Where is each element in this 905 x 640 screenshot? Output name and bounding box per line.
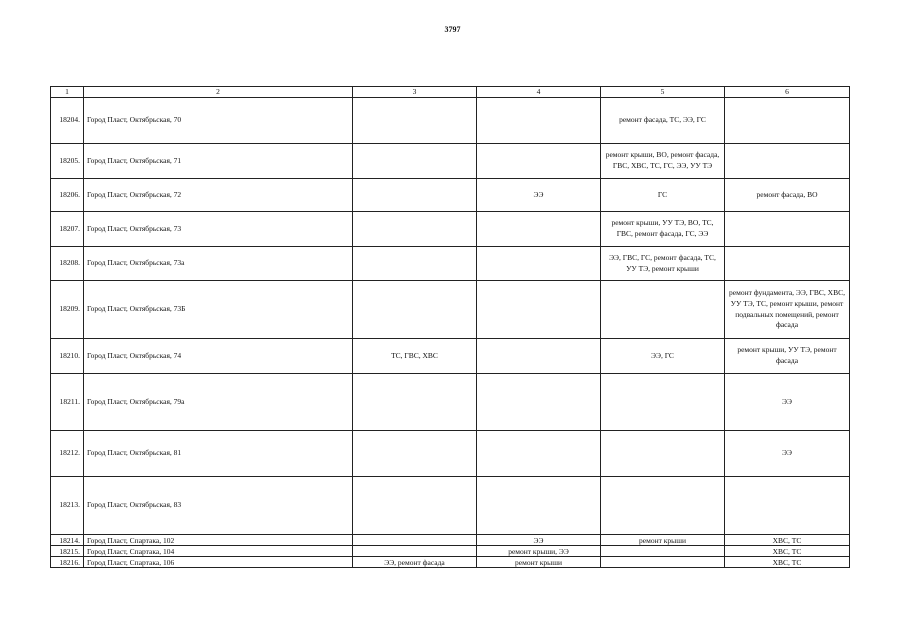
row-number: 18215. <box>51 546 84 557</box>
address-cell: Город Пласт, Октябрьская, 73а <box>84 247 353 281</box>
col3-cell <box>353 247 477 281</box>
col4-cell <box>477 281 601 339</box>
col4-cell: ремонт крыши, ЭЭ <box>477 546 601 557</box>
col5-cell: ГС <box>601 179 725 212</box>
col5-cell: ЭЭ, ГС <box>601 339 725 374</box>
row-number: 18210. <box>51 339 84 374</box>
address-cell: Город Пласт, Октябрьская, 70 <box>84 98 353 144</box>
col6-cell <box>725 98 850 144</box>
row-number: 18207. <box>51 212 84 247</box>
col6-cell: ЭЭ <box>725 374 850 431</box>
col4-cell: ЭЭ <box>477 535 601 546</box>
address-cell: Город Пласт, Спартака, 104 <box>84 546 353 557</box>
row-number: 18209. <box>51 281 84 339</box>
col5-cell: ремонт крыши <box>601 535 725 546</box>
col6-cell: ХВС, ТС <box>725 546 850 557</box>
column-header: 3 <box>353 87 477 98</box>
address-cell: Город Пласт, Спартака, 106 <box>84 557 353 568</box>
column-header: 6 <box>725 87 850 98</box>
col6-cell <box>725 247 850 281</box>
col6-cell: ХВС, ТС <box>725 557 850 568</box>
table-row <box>51 546 850 557</box>
address-cell: Город Пласт, Октябрьская, 73Б <box>84 281 353 339</box>
table-row <box>51 281 850 339</box>
col5-cell <box>601 374 725 431</box>
col3-cell <box>353 98 477 144</box>
col3-cell <box>353 144 477 179</box>
col3-cell <box>353 477 477 535</box>
page-number: 3797 <box>444 25 461 34</box>
col6-cell: ЭЭ <box>725 431 850 477</box>
row-number: 18211. <box>51 374 84 431</box>
table-row <box>51 212 850 247</box>
col4-cell: ЭЭ <box>477 179 601 212</box>
col6-cell: ремонт крыши, УУ ТЭ, ремонт фасада <box>725 339 850 374</box>
table-row <box>51 98 850 144</box>
col4-cell <box>477 247 601 281</box>
col5-cell: ЭЭ, ГВС, ГС, ремонт фасада, ТС, УУ ТЭ, ремонт крыши <box>601 247 725 281</box>
col4-cell <box>477 431 601 477</box>
table-row <box>51 374 850 431</box>
col6-cell <box>725 144 850 179</box>
row-number: 18204. <box>51 98 84 144</box>
col3-cell <box>353 179 477 212</box>
row-number: 18213. <box>51 477 84 535</box>
col4-cell: ремонт крыши <box>477 557 601 568</box>
works-table <box>50 86 850 568</box>
col6-cell: ремонт фасада, ВО <box>725 179 850 212</box>
col3-cell <box>353 374 477 431</box>
col4-cell <box>477 212 601 247</box>
table-row <box>51 339 850 374</box>
address-cell: Город Пласт, Спартака, 102 <box>84 535 353 546</box>
col5-cell <box>601 557 725 568</box>
col3-cell: ТС, ГВС, ХВС <box>353 339 477 374</box>
col4-cell <box>477 339 601 374</box>
col5-cell: ремонт крыши, ВО, ремонт фасада, ГВС, ХВС, ТС, ГС, ЭЭ, УУ ТЭ <box>601 144 725 179</box>
col5-cell <box>601 281 725 339</box>
col6-cell: ХВС, ТС <box>725 535 850 546</box>
col3-cell <box>353 431 477 477</box>
row-number: 18216. <box>51 557 84 568</box>
table-row <box>51 431 850 477</box>
header-row <box>51 87 850 98</box>
column-header: 5 <box>601 87 725 98</box>
col4-cell <box>477 144 601 179</box>
col4-cell <box>477 477 601 535</box>
col5-cell: ремонт фасада, ТС, ЭЭ, ГС <box>601 98 725 144</box>
column-header: 4 <box>477 87 601 98</box>
address-cell: Город Пласт, Октябрьская, 79а <box>84 374 353 431</box>
col3-cell <box>353 212 477 247</box>
col3-cell <box>353 535 477 546</box>
row-number: 18212. <box>51 431 84 477</box>
col3-cell: ЭЭ, ремонт фасада <box>353 557 477 568</box>
table-row <box>51 179 850 212</box>
address-cell: Город Пласт, Октябрьская, 73 <box>84 212 353 247</box>
table-row <box>51 535 850 546</box>
col6-cell: ремонт фундамента, ЭЭ, ГВС, ХВС, УУ ТЭ, ТС, ремонт крыши, ремонт подвальных помещений, ремонт фасада <box>725 281 850 339</box>
col5-cell <box>601 431 725 477</box>
address-cell: Город Пласт, Октябрьская, 74 <box>84 339 353 374</box>
column-header: 1 <box>51 87 84 98</box>
col5-cell <box>601 477 725 535</box>
row-number: 18206. <box>51 179 84 212</box>
row-number: 18205. <box>51 144 84 179</box>
col5-cell <box>601 546 725 557</box>
address-cell: Город Пласт, Октябрьская, 81 <box>84 431 353 477</box>
col3-cell <box>353 281 477 339</box>
row-number: 18214. <box>51 535 84 546</box>
address-cell: Город Пласт, Октябрьская, 83 <box>84 477 353 535</box>
col4-cell <box>477 374 601 431</box>
col5-cell: ремонт крыши, УУ ТЭ, ВО, ТС, ГВС, ремонт фасада, ГС, ЭЭ <box>601 212 725 247</box>
column-header: 2 <box>84 87 353 98</box>
col6-cell <box>725 212 850 247</box>
row-number: 18208. <box>51 247 84 281</box>
table-row <box>51 557 850 568</box>
address-cell: Город Пласт, Октябрьская, 71 <box>84 144 353 179</box>
col4-cell <box>477 98 601 144</box>
table-row <box>51 477 850 535</box>
address-cell: Город Пласт, Октябрьская, 72 <box>84 179 353 212</box>
table-row <box>51 144 850 179</box>
col6-cell <box>725 477 850 535</box>
table-row <box>51 247 850 281</box>
col3-cell <box>353 546 477 557</box>
